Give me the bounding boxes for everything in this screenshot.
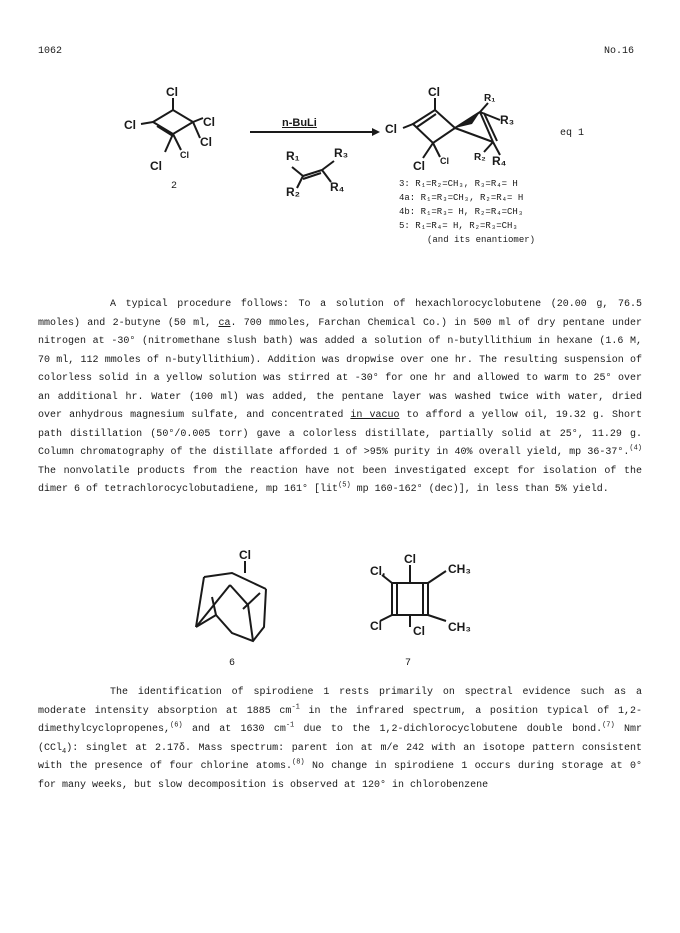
svg-text:Cl: Cl xyxy=(124,118,136,132)
svg-text:R₁: R₁ xyxy=(286,149,300,163)
svg-text:R₄: R₄ xyxy=(492,154,507,168)
svg-text:Cl: Cl xyxy=(239,548,251,562)
compound-7-label: 7 xyxy=(405,658,412,669)
reaction-scheme xyxy=(0,0,680,280)
svg-text:R₄: R₄ xyxy=(330,180,345,194)
svg-text:CH₃: CH₃ xyxy=(448,562,471,576)
condition-4a: 4a: R₁=R₃=CH₃, R₂=R₄= H xyxy=(399,193,524,203)
structures-6-7 xyxy=(0,545,680,665)
svg-text:R₁: R₁ xyxy=(484,93,496,104)
svg-text:R₂: R₂ xyxy=(286,185,300,199)
substituent-list xyxy=(399,177,535,247)
svg-text:Cl: Cl xyxy=(370,619,382,633)
condition-5: 5: R₁=R₄= H, R₂=R₃=CH₃ xyxy=(399,221,518,231)
svg-text:Cl: Cl xyxy=(200,135,212,149)
experimental-paragraph: A typical procedure follows: To a solution of hexachlorocyclobutene (20.00 g, 76.5 mmoles) and 2-butyne (50 ml, ca. 700 mmoles, Farchan Chemical Co.) in 500 ml of dry pentane under nitrogen at -30° (nitromethane slush bath) was added a solution of n-butyllithium in hexane (1.6 M, 70 ml, 112 mmoles of n-butyllithium). Addition was dropwise over one hr. The resulting suspension of colorless solid in a yellow solution was stirred at -30° for one hr and allowed to warm to 25° over an additional hr. Water (100 ml) was added, the pentane layer was washed twice with water, dried over anhydrous magnesium sulfate, and concentrated in vacuo to afford a yellow oil, 19.32 g. Short path distillation (50°/0.005 torr) gave a colorless distillate, partially solid at 25°, 11.29 g. Column chromatography of the distillate afforded 1 of >95% purity in 40% overall yield, mp 36-37°.$^{(4)}$ The nonvolatile products from the reaction have not been investigated except for isolation of the dimer 6 of tetrachlorocyclobutadiene, mp 161° [lit$^{(5)}$ mp 160-162° (dec)], in less than 5% yield. xyxy=(38,299,642,495)
enantiomer-note: (and its enantiomer) xyxy=(427,235,536,245)
svg-text:Cl: Cl xyxy=(180,150,189,160)
svg-text:Cl: Cl xyxy=(150,159,162,173)
page-number: 1062 xyxy=(38,46,63,57)
compound-6-label: 6 xyxy=(229,658,236,669)
svg-text:R₃: R₃ xyxy=(500,113,515,127)
equation-label: eq 1 xyxy=(560,128,585,139)
svg-text:Cl: Cl xyxy=(203,115,215,129)
svg-text:Cl: Cl xyxy=(413,159,425,173)
svg-text:Cl: Cl xyxy=(413,624,425,638)
condition-4b: 4b: R₁=R₃= H, R₂=R₄=CH₃ xyxy=(399,207,524,217)
svg-text:Cl: Cl xyxy=(166,85,178,99)
svg-text:Cl: Cl xyxy=(404,552,416,566)
svg-text:CH₃: CH₃ xyxy=(448,620,471,634)
svg-text:Cl: Cl xyxy=(385,122,397,136)
journal-issue: No.16 xyxy=(604,46,635,57)
svg-text:Cl,: Cl, xyxy=(370,564,386,578)
condition-3: 3: R₁=R₂=CH₃, R₃=R₄= H xyxy=(399,179,518,189)
svg-text:R₂: R₂ xyxy=(474,152,486,163)
spectral-paragraph: The identification of spirodiene 1 rests primarily on spectral evidence such as a moderate intensity absorption at 1885 $cm^{-1}$ in the infrared spectrum, a position typical of 1,2-dimethylcyclopropenes,$^{(6)}$ and at 1630 $cm^{-1}$ due to the 1,2-dichlorocyclobutene double bond.$^{(7)}$ Nmr (CCl$_4$): singlet at 2.17δ. Mass spectrum: parent ion at m/e 242 with an isotope pattern consistent with the presence of four chlorine atoms.$^{(8)}$ No change in spirodiene 1 occurs during storage at 0° for many weeks, but slow decomposition is observed at 120° in chlorobenzene xyxy=(38,687,642,791)
compound-2-label: 2 xyxy=(171,181,178,192)
svg-text:Cl: Cl xyxy=(440,156,449,166)
svg-text:Cl: Cl xyxy=(428,85,440,99)
reagent-label: n-BuLi xyxy=(282,117,317,129)
svg-text:R₃: R₃ xyxy=(334,146,349,160)
